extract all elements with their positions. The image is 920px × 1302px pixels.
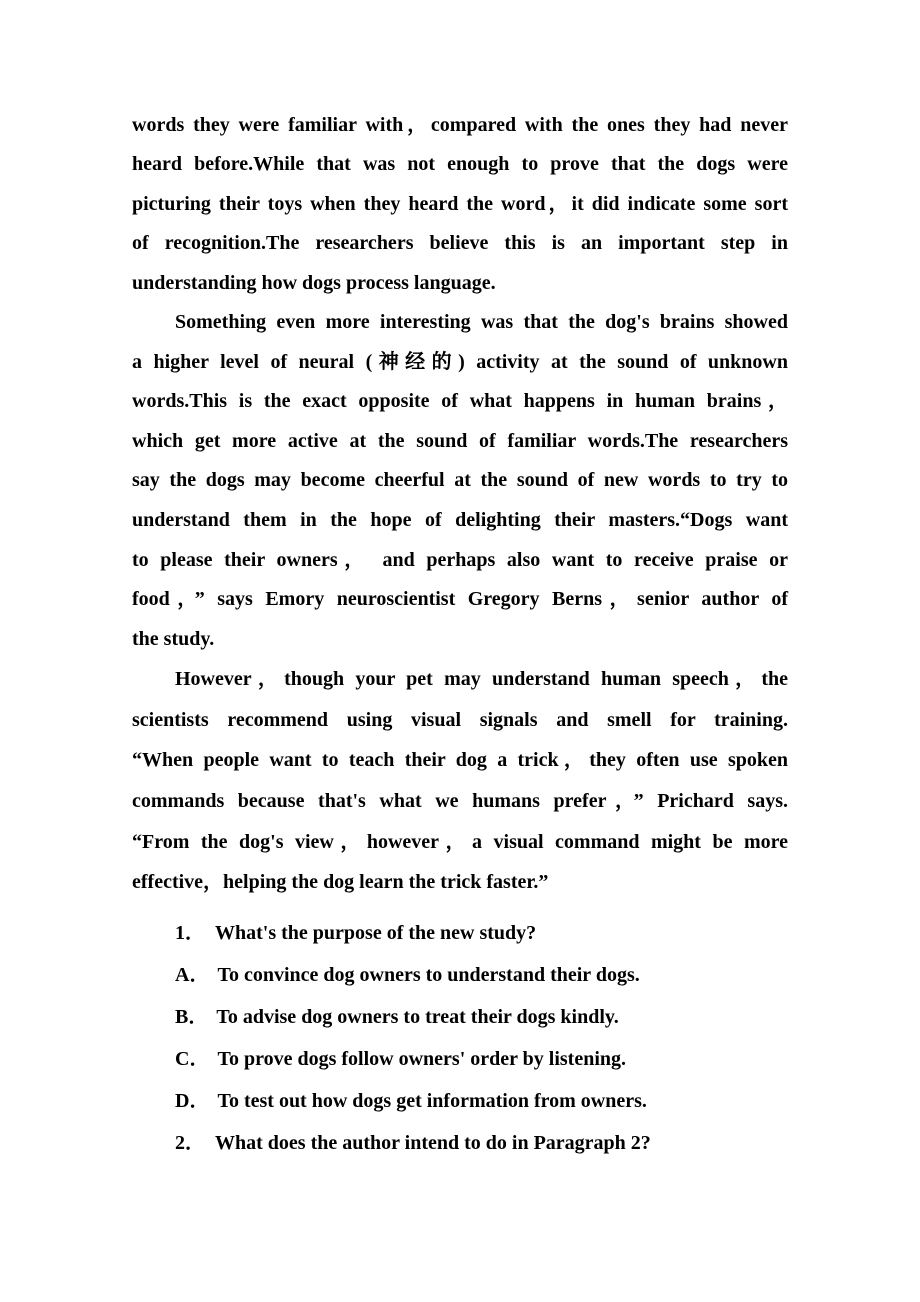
option-b bbox=[175, 1000, 788, 1029]
question-1 bbox=[175, 916, 788, 945]
option-d bbox=[175, 1084, 788, 1113]
paragraph-2 bbox=[132, 303, 788, 659]
paragraph-3 bbox=[132, 659, 788, 903]
paragraph-line: say the dogs may become cheerful at the sound of new words to try to bbox=[132, 469, 788, 492]
paragraph-line: effective，helping the dog learn the trick faster.” bbox=[132, 871, 549, 894]
option-text: To test out how dogs get information from owners. bbox=[217, 1090, 647, 1112]
option-text: To prove dogs follow owners' order by listening. bbox=[217, 1048, 627, 1070]
paragraph-line: heard before.While that was not enough to prove that the dogs were bbox=[132, 153, 788, 176]
question-number: 2． bbox=[175, 1132, 205, 1154]
paragraph-line: scientists recommend using visual signals and smell for training. bbox=[132, 708, 788, 731]
option-label: A． bbox=[175, 964, 210, 986]
option-c bbox=[175, 1042, 788, 1071]
question-text: What does the author intend to do in Paragraph 2? bbox=[215, 1132, 651, 1154]
option-text: To convince dog owners to understand their dogs. bbox=[217, 964, 640, 986]
option-label: C． bbox=[175, 1048, 210, 1070]
paragraph-line: the study. bbox=[132, 627, 215, 650]
paragraph-1 bbox=[132, 106, 788, 303]
paragraph-line: to please their owners， and perhaps also want to receive praise or bbox=[132, 548, 788, 571]
paragraph-line: commands because that's what we humans prefer，” Prichard says. bbox=[132, 790, 788, 813]
paragraph-line: a higher level of neural (神经的) activity at the sound of unknown bbox=[132, 350, 788, 373]
paragraph-line: “From the dog's view，however，a visual command might be more bbox=[132, 830, 788, 853]
question-number: 1． bbox=[175, 922, 205, 944]
paragraph-line: words they were familiar with，compared with the ones they had never bbox=[132, 114, 788, 136]
option-text: To advise dog owners to treat their dogs kindly. bbox=[216, 1006, 619, 1028]
paragraph-line: understanding how dogs process language. bbox=[132, 271, 496, 294]
paragraph-line: of recognition.The researchers believe this is an important step in bbox=[132, 232, 788, 255]
paragraph-line: food，” says Emory neuroscientist Gregory Berns，senior author of bbox=[132, 588, 788, 611]
paragraph-line: “When people want to teach their dog a trick，they often use spoken bbox=[132, 749, 788, 772]
option-label: B． bbox=[175, 1006, 209, 1028]
paragraph-line: picturing their toys when they heard the word，it did indicate some sort bbox=[132, 192, 788, 215]
option-a bbox=[175, 958, 788, 987]
paragraph-line: words.This is the exact opposite of what happens in human brains， bbox=[132, 390, 788, 413]
question-2 bbox=[175, 1126, 788, 1155]
question-text: What's the purpose of the new study? bbox=[215, 922, 537, 944]
paragraph-line: However，though your pet may understand human speech，the bbox=[175, 668, 788, 691]
paragraph-line: which get more active at the sound of familiar words.The researchers bbox=[132, 429, 788, 452]
paragraph-line: Something even more interesting was that the dog's brains showed bbox=[175, 310, 788, 333]
passage bbox=[132, 106, 788, 903]
paragraph-line: understand them in the hope of delighting their masters.“Dogs want bbox=[132, 508, 788, 531]
option-label: D． bbox=[175, 1090, 210, 1112]
